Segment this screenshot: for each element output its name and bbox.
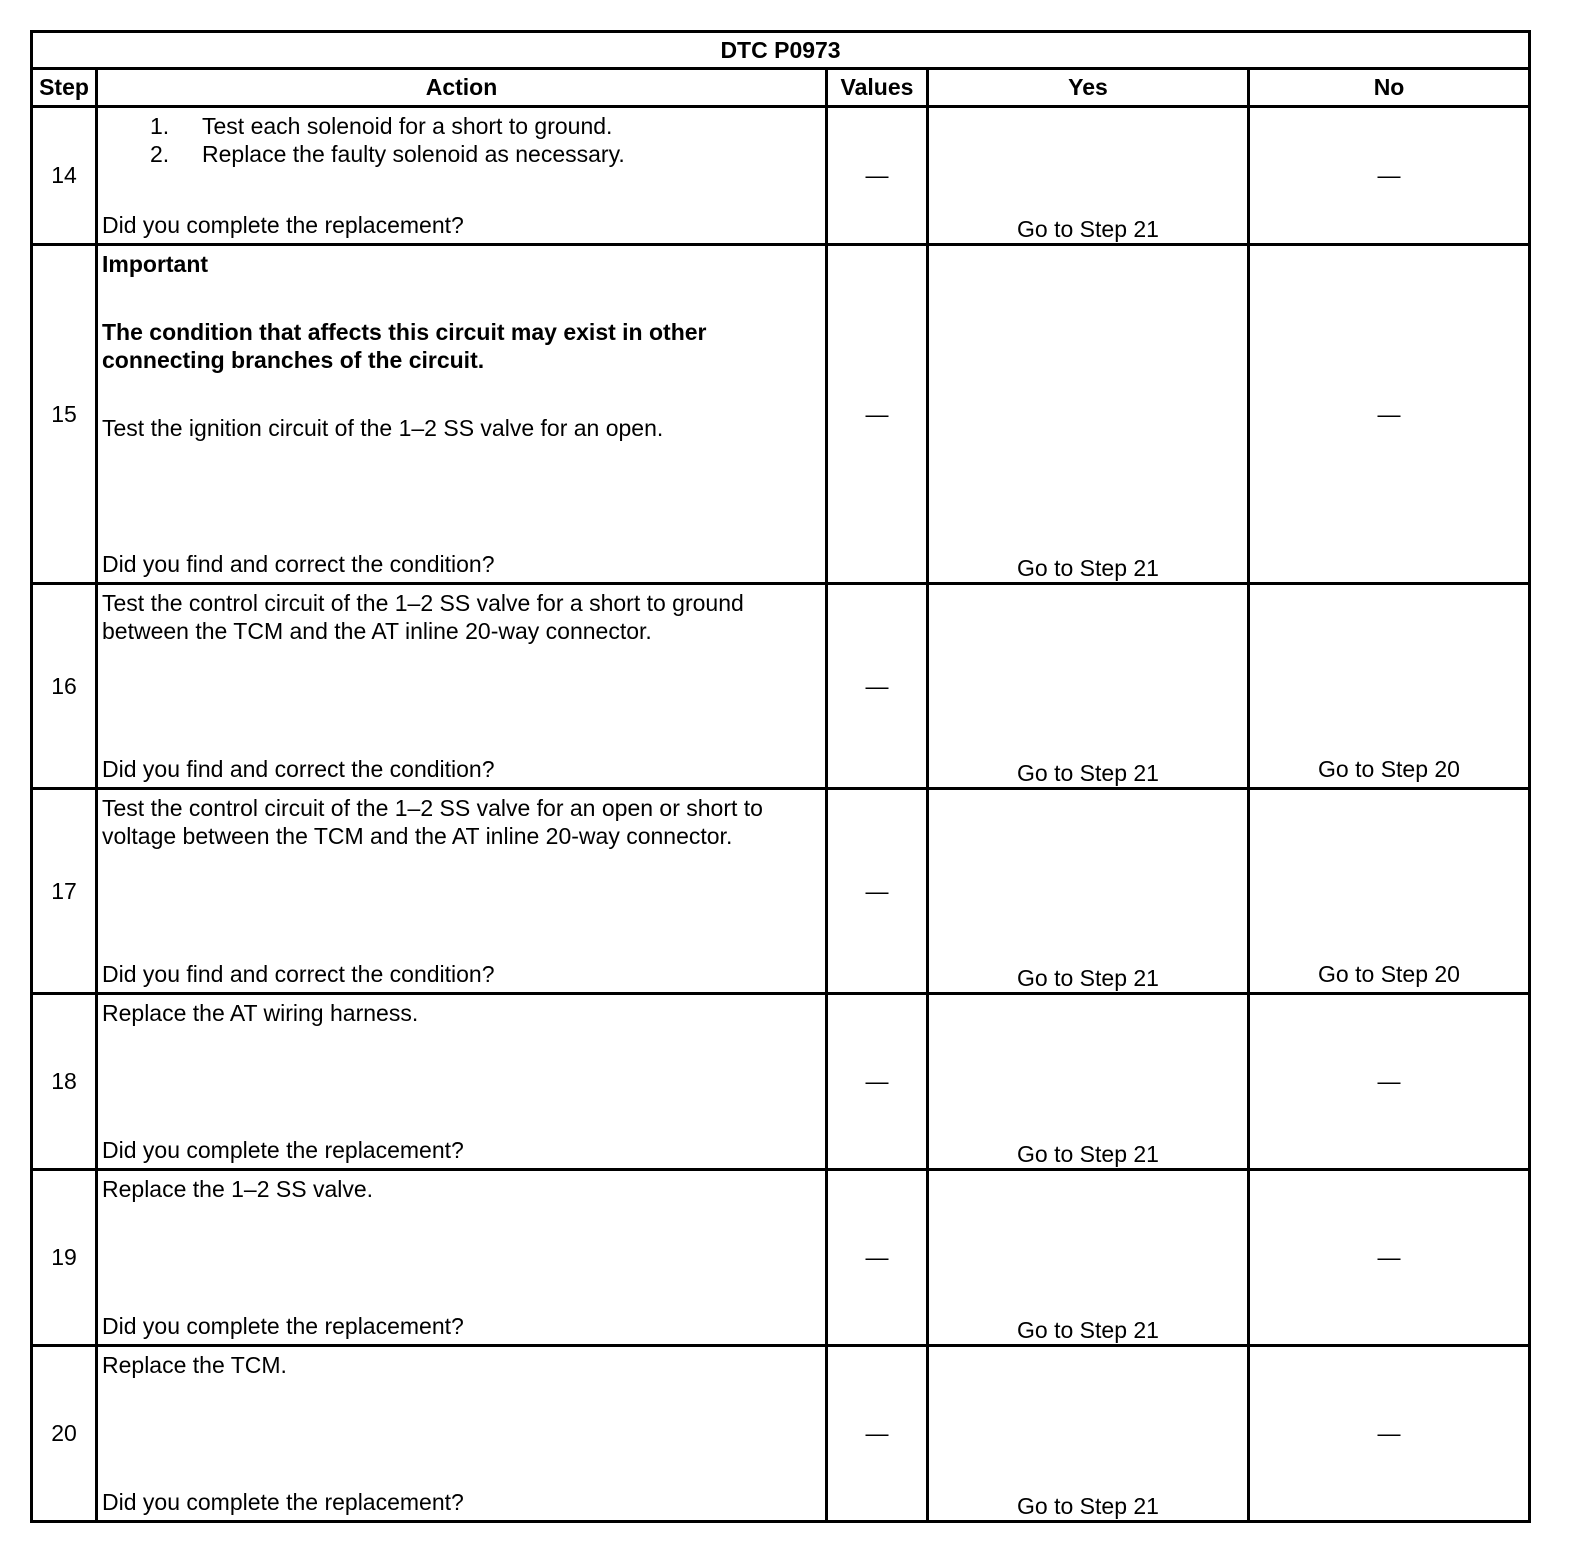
yes-cell: Go to Step 21 [928,107,1249,245]
yes-cell: Go to Step 21 [928,1170,1249,1346]
table-row [32,994,1530,1170]
header-values: Values [827,69,928,107]
yes-cell: Go to Step 21 [928,584,1249,789]
values-cell: — [827,245,928,584]
yes-cell: Go to Step 21 [928,789,1249,994]
values-cell: — [827,1170,928,1346]
no-cell: Go to Step 20 [1249,789,1530,994]
table-row [32,789,1530,994]
no-cell: — [1249,107,1530,245]
action-step-text: Replace the faulty solenoid as necessary. [202,141,625,167]
header-row [32,69,1530,107]
no-cell: — [1249,1346,1530,1522]
step-number: 16 [32,584,97,789]
table-row [32,107,1530,245]
action-text: Test the control circuit of the 1–2 SS valve for an open or short to voltage between the TCM and the AT inline 20-way connector. [102,795,763,849]
step-number: 14 [32,107,97,245]
action-question: Did you find and correct the condition? [102,551,495,577]
header-step: Step [32,69,97,107]
values-cell: — [827,1346,928,1522]
values-cell: — [827,107,928,245]
step-number: 20 [32,1346,97,1522]
action-question: Did you complete the replacement? [102,1137,464,1163]
dtc-table [30,30,1531,1523]
step-number: 19 [32,1170,97,1346]
table-row [32,584,1530,789]
no-cell: — [1249,994,1530,1170]
action-cell [97,107,827,245]
values-cell: — [827,584,928,789]
list-item: 1. Test each solenoid for a short to ground. [150,113,613,139]
step-number: 15 [32,245,97,584]
important-label: Important [102,251,209,277]
table-row [32,1346,1530,1522]
values-cell: — [827,994,928,1170]
step-number: 18 [32,994,97,1170]
action-text: Test the ignition circuit of the 1–2 SS valve for an open. [102,415,664,441]
action-cell [97,1346,827,1522]
action-text: Test the control circuit of the 1–2 SS valve for a short to ground between the TCM and the AT inline 20-way connector. [102,590,744,644]
yes-cell: Go to Step 21 [928,1346,1249,1522]
action-cell [97,789,827,994]
table-title: DTC P0973 [32,32,1530,69]
yes-cell: Go to Step 21 [928,994,1249,1170]
action-cell [97,994,827,1170]
action-cell [97,1170,827,1346]
action-question: Did you find and correct the condition? [102,756,495,782]
action-question: Did you complete the replacement? [102,1313,464,1339]
list-item: 2. Replace the faulty solenoid as necessary. [150,141,625,167]
table-row [32,1170,1530,1346]
header-action: Action [97,69,827,107]
action-question: Did you find and correct the condition? [102,961,495,987]
step-number: 17 [32,789,97,994]
action-question: Did you complete the replacement? [102,1489,464,1515]
action-text: Replace the 1–2 SS valve. [102,1176,374,1202]
header-yes: Yes [928,69,1249,107]
action-cell [97,245,827,584]
yes-cell: Go to Step 21 [928,245,1249,584]
no-cell: Go to Step 20 [1249,584,1530,789]
important-note: The condition that affects this circuit may exist in other connecting branches of the circuit. [102,319,707,373]
action-text: Replace the AT wiring harness. [102,1000,419,1026]
action-step-text: Test each solenoid for a short to ground. [202,113,613,139]
action-question: Did you complete the replacement? [102,212,464,238]
values-cell: — [827,789,928,994]
no-cell: — [1249,245,1530,584]
no-cell: — [1249,1170,1530,1346]
action-text: Replace the TCM. [102,1352,287,1378]
action-cell [97,584,827,789]
header-no: No [1249,69,1530,107]
table-row [32,245,1530,584]
